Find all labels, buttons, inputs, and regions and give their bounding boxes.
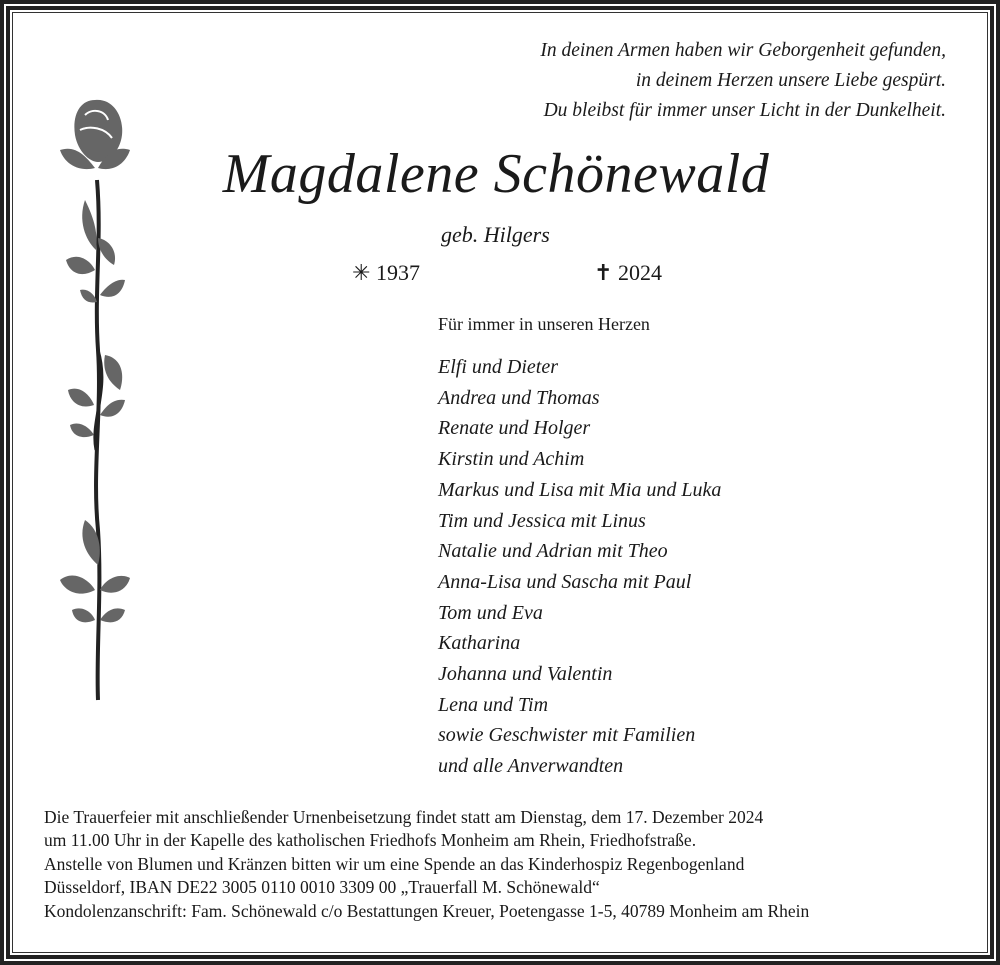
cross-icon: ✝ <box>594 260 613 285</box>
poem-line: Du bleibst für immer unser Licht in der Dunkelheit. <box>543 100 946 121</box>
list-item: Renate und Holger <box>438 417 591 440</box>
poem-line: in deinem Herzen unsere Liebe gespürt. <box>635 70 946 91</box>
info-line: um 11.00 Uhr in der Kapelle des katholischen Friedhofs Monheim am Rhein, Friedhofstraße. <box>44 830 697 851</box>
poem-line: In deinen Armen haben wir Geborgenheit gefunden, <box>540 40 946 61</box>
funeral-info <box>44 806 809 923</box>
list-item: Tom und Eva <box>438 601 543 624</box>
list-item: Natalie und Adrian mit Theo <box>438 540 668 563</box>
info-line: Die Trauerfeier mit anschließender Urnenbeisetzung findet statt am Dienstag, dem 17. Dezember 2024 <box>44 807 764 827</box>
maiden-name: geb. Hilgers <box>441 222 550 247</box>
info-line: Anstelle von Blumen und Kränzen bitten wir um eine Spende an das Kinderhospiz Regenbogenland <box>44 853 745 874</box>
star-icon: ✳ <box>352 260 371 285</box>
death-year: ✝ 2024 <box>594 260 662 285</box>
list-item: Kirstin und Achim <box>438 448 585 471</box>
poem <box>540 36 946 126</box>
list-item: und alle Anverwandten <box>438 755 624 778</box>
list-item: Johanna und Valentin <box>438 663 613 686</box>
info-line: Düsseldorf, IBAN DE22 3005 0110 0010 3309 00 „Trauerfall M. Schönewald“ <box>44 877 600 898</box>
list-item: Tim und Jessica mit Linus <box>438 509 646 532</box>
deceased-name: Magdalene Schönewald <box>222 143 770 205</box>
list-item: Katharina <box>438 632 521 655</box>
list-item: Elfi und Dieter <box>438 356 558 378</box>
list-item: Markus und Lisa mit Mia und Luka <box>438 478 722 501</box>
birth-year: ✳ 1937 <box>352 260 420 285</box>
intro-text: Für immer in unseren Herzen <box>438 314 650 334</box>
list-item: Lena und Tim <box>438 693 549 716</box>
list-item: Andrea und Thomas <box>438 386 600 409</box>
list-item: Anna-Lisa und Sascha mit Paul <box>438 570 692 593</box>
info-line: Kondolenzanschrift: Fam. Schönewald c/o Bestattungen Kreuer, Poetengasse 1-5, 40789 Monheim am Rhein <box>44 900 810 921</box>
mourners-list <box>438 352 721 782</box>
list-item: sowie Geschwister mit Familien <box>438 724 696 747</box>
